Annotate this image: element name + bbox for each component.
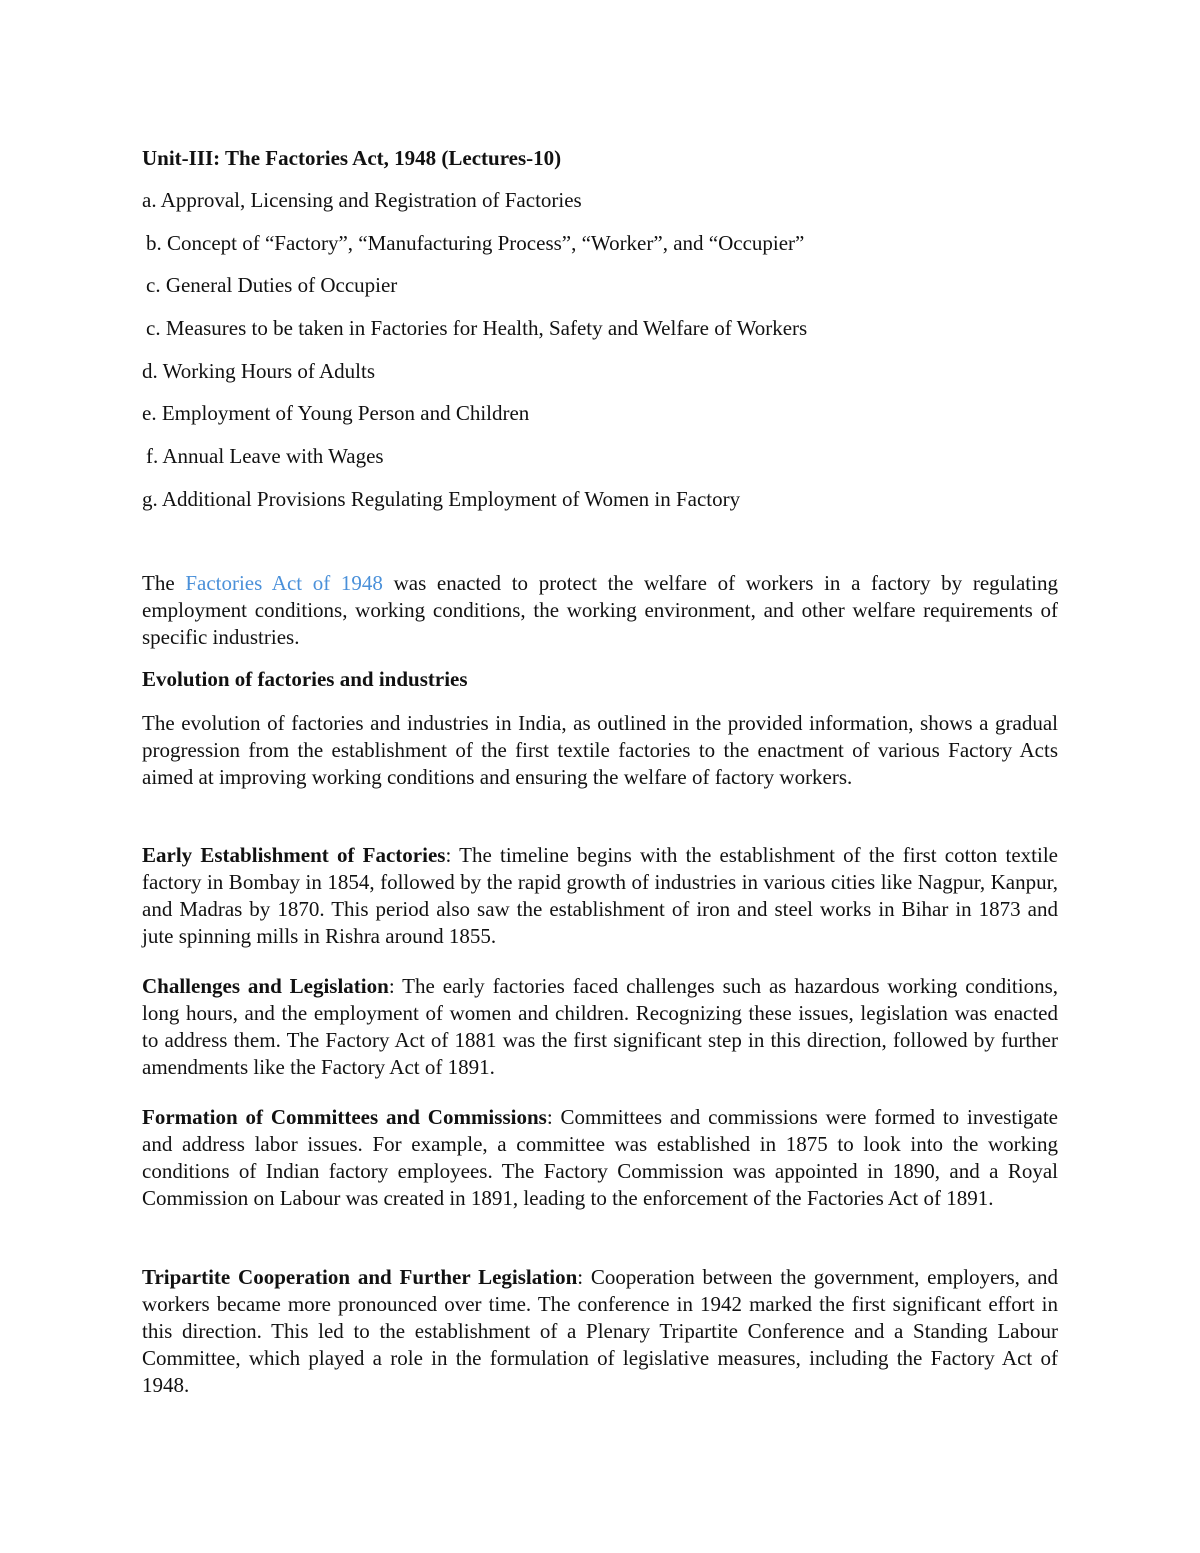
syllabus-item: a. Approval, Licensing and Registration of Factories	[142, 188, 582, 212]
section-body: : The timeline begins with the establishment of the first cotton textile factory in Bombay in 1854, followed by the rapid growth of industries in various cities like Nagpur, Kanpur, and Madras by 1870. This period also saw the establishment of iron and steel works in Bihar in 1873 and jute spinning mills in Rishra around 1855.	[142, 843, 1058, 948]
intro-before-link: The	[142, 571, 186, 595]
syllabus-item: f. Annual Leave with Wages	[146, 444, 384, 469]
section-body: : Cooperation between the government, employers, and workers became more pronounced over time. The conference in 1942 marked the first significant effort in this direction. This led to the establishment of a Plenary Tripartite Conference and a Standing Labour Committee, which played a role in the formulation of legislative measures, including the Factory Act of 1948.	[142, 1265, 1058, 1397]
section-early-establishment	[142, 842, 1058, 950]
section-challenges-legislation	[142, 973, 1058, 1081]
section-committees-commissions	[142, 1104, 1058, 1212]
evolution-heading: Evolution of factories and industries	[142, 667, 468, 691]
factories-act-link[interactable]: Factories Act of 1948	[185, 571, 383, 595]
syllabus-item: d. Working Hours of Adults	[142, 358, 376, 383]
syllabus-item: g. Additional Provisions Regulating Employment of Women in Factory	[142, 486, 741, 511]
section-title: Formation of Committees and Commissions	[142, 1105, 547, 1129]
syllabus-item: c. Measures to be taken in Factories for Health, Safety and Welfare of Workers	[146, 316, 808, 341]
section-title: Early Establishment of Factories	[142, 843, 446, 867]
syllabus-list	[142, 186, 807, 528]
syllabus-item: b. Concept of “Factory”, “Manufacturing Process”, “Worker”, and “Occupier”	[146, 230, 805, 255]
section-title: Tripartite Cooperation and Further Legislation	[142, 1265, 578, 1289]
unit-heading: Unit-III: The Factories Act, 1948 (Lectures-10)	[142, 146, 562, 170]
section-body: : The early factories faced challenges such as hazardous working conditions, long hours, and the employment of women and children. Recognizing these issues, legislation was enacted to address them. The Factory Act of 1881 was the first significant step in this direction, followed by further amendments like the Factory Act of 1891.	[142, 974, 1059, 1079]
section-title: Challenges and Legislation	[142, 974, 389, 998]
syllabus-item: e. Employment of Young Person and Children	[142, 401, 530, 426]
intro-paragraph	[142, 570, 1058, 651]
section-body: : Committees and commissions were formed to investigate and address labor issues. For example, a committee was established in 1875 to look into the working conditions of Indian factory employees. The Factory Commission was appointed in 1890, and a Royal Commission on Labour was created in 1891, leading to the enforcement of the Factories Act of 1891.	[142, 1105, 1059, 1210]
intro-after-link: was enacted to protect the welfare of workers in a factory by regulating employment conditions, working conditions, the working environment, and other welfare requirements of specific industries.	[142, 571, 1058, 649]
section-tripartite-cooperation	[142, 1264, 1058, 1399]
syllabus-item: c. General Duties of Occupier	[146, 273, 398, 298]
evolution-paragraph: The evolution of factories and industries in India, as outlined in the provided information, shows a gradual progression from the establishment of the first textile factories to the enactment of various Factory Acts aimed at improving working conditions and ensuring the welfare of factory workers.	[142, 711, 1058, 789]
